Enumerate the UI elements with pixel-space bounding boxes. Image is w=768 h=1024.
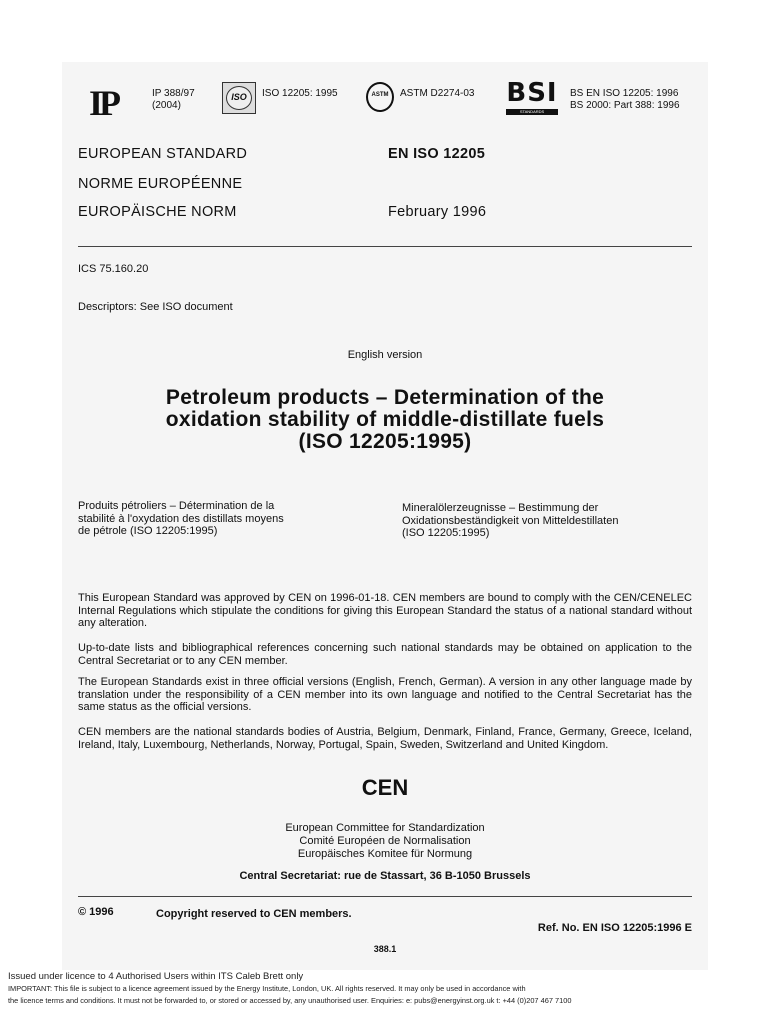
title-line2: oxidation stability of middle-distillate fuels <box>165 408 605 431</box>
ip-reference <box>152 88 195 112</box>
french-title-line: stabilité à l'oxydation des distillats moyens <box>78 512 284 525</box>
version-label: English version <box>347 349 423 361</box>
iso-logo: ISO <box>222 82 256 114</box>
licence-notice: Issued under licence to 4 Authorised Users within ITS Caleb Brett only <box>8 971 304 982</box>
ip-logo: IP <box>89 83 117 123</box>
cen-name-en: European Committee for Standardization <box>285 822 485 834</box>
licence-terms: the licence terms and conditions. It must not be forwarded to, or stored or accessed by, any unauthorised user. Enquiries: e: pubs@energyinst.org.uk t: +44 (0)207 467 7100 <box>8 996 572 1005</box>
paragraph-approval: This European Standard was approved by CEN on 1996-01-18. CEN members are bound to comply with the CEN/CENELEC Internal Regulations which stipulate the conditions for giving this European Standard the status of a national standard without any alteration. <box>78 592 692 629</box>
bs-ref-line2: BS 2000: Part 388: 1996 <box>570 100 680 111</box>
iso-reference: ISO 12205: 1995 <box>262 88 338 99</box>
copyright-year: © 1996 <box>78 906 114 918</box>
astm-logo: ASTM <box>366 82 394 112</box>
cen-name-de: Europäisches Komitee für Normung <box>297 848 473 860</box>
footer-divider <box>78 896 692 897</box>
header-divider <box>78 246 692 247</box>
cen-name-fr: Comité Européen de Normalisation <box>299 835 471 847</box>
bs-ref-line1: BS EN ISO 12205: 1996 <box>570 88 679 99</box>
title-line3: (ISO 12205:1995) <box>298 430 472 453</box>
page-number: 388.1 <box>373 944 397 954</box>
french-title <box>78 500 284 538</box>
standard-line-de: EUROPÄISCHE NORM <box>78 204 237 220</box>
cen-names <box>62 822 708 861</box>
standard-line-fr: NORME EUROPÉENNE <box>78 176 243 192</box>
bs-reference <box>570 88 680 112</box>
paragraph-members: CEN members are the national standards bodies of Austria, Belgium, Denmark, Finland, France, Germany, Greece, Iceland, Ireland, Italy, Luxembourg, Netherlands, Norway, Portugal, Spain, Sweden, Switzerland and United Kingdom. <box>78 726 692 751</box>
paragraph-references: Up-to-date lists and bibliographical references concerning such national standards may be obtained on application to the Central Secretariat or to any CEN member. <box>78 642 692 667</box>
german-title-line: (ISO 12205:1995) <box>402 527 490 539</box>
french-title-line: de pétrole (ISO 12205:1995) <box>78 525 218 537</box>
ip-ref-line1: IP 388/97 <box>152 88 195 99</box>
title-line1: Petroleum products – Determination of the <box>165 386 605 409</box>
document-page <box>62 62 708 970</box>
main-title <box>62 387 708 453</box>
standard-number: EN ISO 12205 <box>388 146 486 162</box>
licence-important: IMPORTANT: This file is subject to a licence agreement issued by the Energy Institute, London, UK. All rights reserved. It may only be used in accordance with <box>8 984 526 993</box>
descriptors: Descriptors: See ISO document <box>78 301 233 313</box>
cen-logo: CEN <box>361 775 409 800</box>
ics-code: ICS 75.160.20 <box>78 263 149 275</box>
french-title-line: Produits pétroliers – Détermination de la <box>78 500 275 512</box>
bsi-logo: BSI STANDARDS <box>506 78 558 114</box>
standard-line-en: EUROPEAN STANDARD <box>78 146 248 162</box>
ip-ref-line2: (2004) <box>152 100 181 111</box>
copyright-text: Copyright reserved to CEN members. <box>156 908 352 920</box>
german-title-line: Mineralölerzeugnisse – Bestimmung der <box>402 502 599 514</box>
german-title-line: Oxidationsbeständigkeit von Mitteldestillaten <box>402 514 619 527</box>
german-title <box>402 502 618 540</box>
standard-date: February 1996 <box>388 204 487 220</box>
astm-reference: ASTM D2274-03 <box>400 88 475 99</box>
cen-secretariat: Central Secretariat: rue de Stassart, 36 B-1050 Brussels <box>239 870 531 882</box>
reference-number: Ref. No. EN ISO 12205:1996 E <box>537 922 692 934</box>
paragraph-versions: The European Standards exist in three official versions (English, French, German). A version in any other language made by translation under the responsibility of a CEN member into its own language and notified to the Central Secretariat has the same status as the official versions. <box>78 676 692 713</box>
